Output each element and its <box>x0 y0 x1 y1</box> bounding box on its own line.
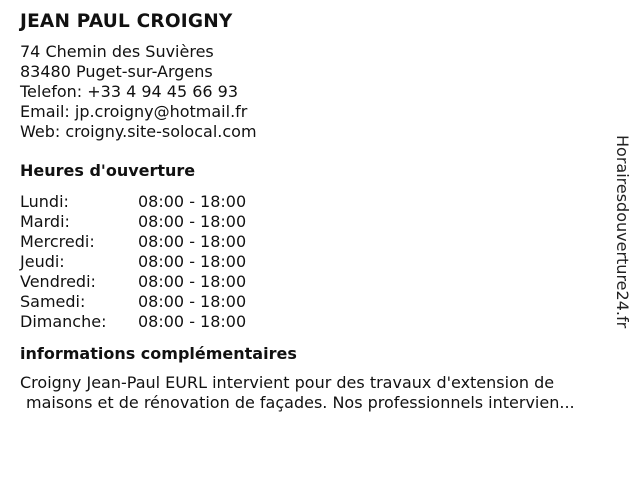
hours-row-thursday <box>20 252 610 272</box>
address-line-1: 74 Chemin des Suvières <box>20 42 214 61</box>
hours-row-sunday <box>20 312 610 332</box>
hours-row-saturday <box>20 292 610 312</box>
hours-row-friday <box>20 272 610 292</box>
day-label: Mardi: <box>20 212 70 231</box>
additional-info-heading: informations complémentaires <box>20 344 297 363</box>
day-label: Dimanche: <box>20 312 107 331</box>
opening-hours-heading: Heures d'ouverture <box>20 161 196 180</box>
business-name: JEAN PAUL CROIGNY <box>20 11 233 32</box>
day-label: Vendredi: <box>20 272 96 291</box>
phone-text: Telefon: +33 4 94 45 66 93 <box>20 82 239 101</box>
description-line-2: maisons et de rénovation de façades. Nos professionnels intervien... <box>26 393 575 412</box>
time-range: 08:00 - 18:00 <box>138 252 247 271</box>
hours-row-tuesday <box>20 212 610 232</box>
day-label: Samedi: <box>20 292 86 311</box>
business-description <box>20 373 620 413</box>
time-range: 08:00 - 18:00 <box>138 232 247 251</box>
day-label: Lundi: <box>20 192 69 211</box>
day-label: Jeudi: <box>20 252 65 271</box>
website-text: Web: croigny.site-solocal.com <box>20 122 257 141</box>
site-watermark: Horairesdouverture24.fr <box>613 135 632 329</box>
time-range: 08:00 - 18:00 <box>138 292 247 311</box>
hours-row-monday <box>20 192 610 212</box>
time-range: 08:00 - 18:00 <box>138 312 247 331</box>
time-range: 08:00 - 18:00 <box>138 192 247 211</box>
contact-block <box>20 42 610 142</box>
time-range: 08:00 - 18:00 <box>138 212 247 231</box>
day-label: Mercredi: <box>20 232 95 251</box>
time-range: 08:00 - 18:00 <box>138 272 247 291</box>
opening-hours-table <box>20 192 610 332</box>
email-text: Email: jp.croigny@hotmail.fr <box>20 102 248 121</box>
description-line-1: Croigny Jean-Paul EURL intervient pour des travaux d'extension de <box>20 373 555 392</box>
business-card <box>20 10 610 413</box>
hours-row-wednesday <box>20 232 610 252</box>
address-line-2: 83480 Puget-sur-Argens <box>20 62 213 81</box>
